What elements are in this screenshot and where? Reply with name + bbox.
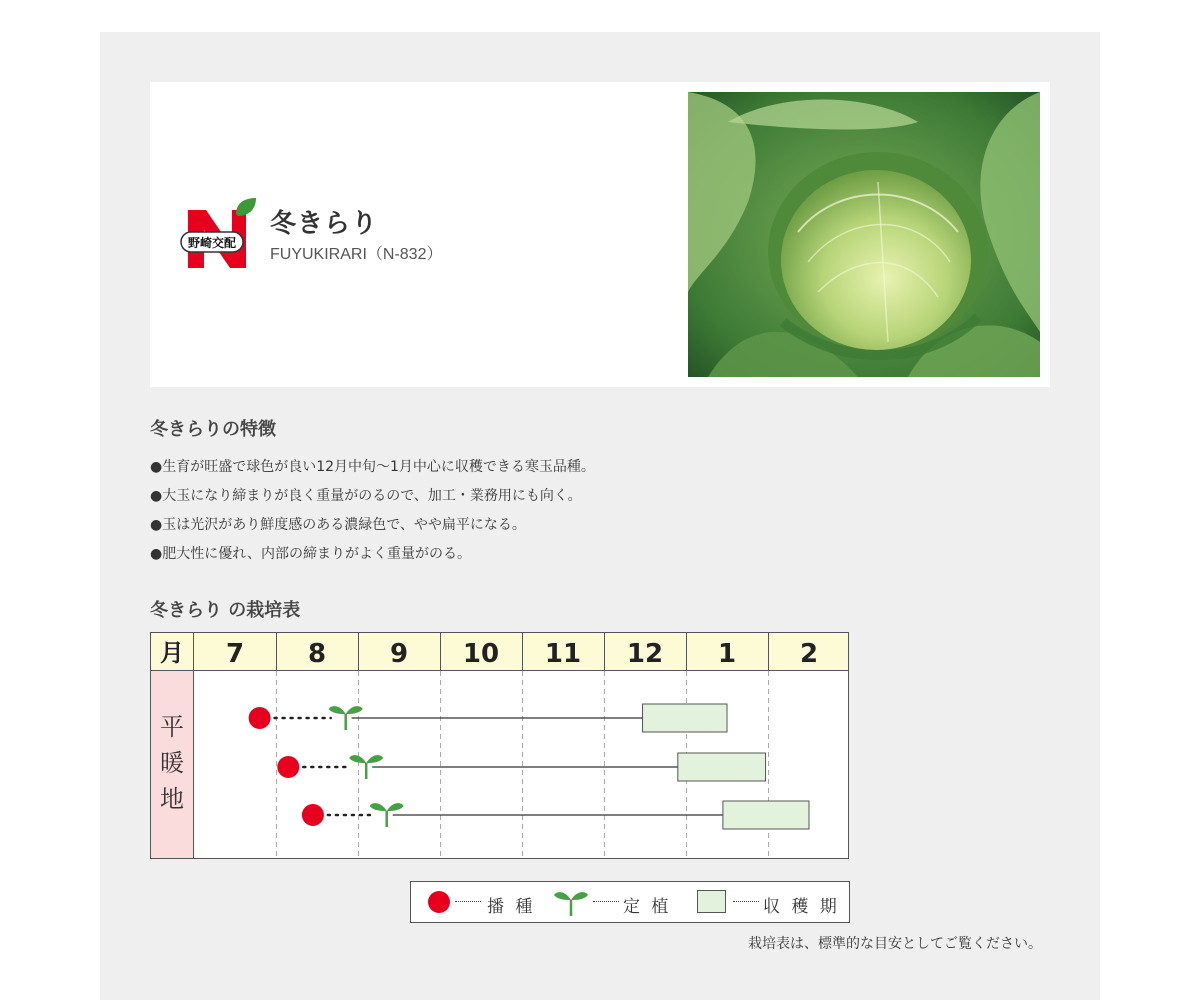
month-tick-label: 12 xyxy=(626,639,664,669)
month-header-bg xyxy=(151,633,848,670)
month-tick-label: 2 xyxy=(799,639,819,669)
feature-item: ●大玉になり締まりが良く重量がのるので、加工・業務用にも向く。 xyxy=(150,488,582,504)
month-label: 月 xyxy=(160,639,184,667)
sowing-legend-label: 播 種 xyxy=(487,897,536,917)
sprout-legend-icon xyxy=(553,886,589,918)
planting-legend-label: 定 植 xyxy=(623,897,672,917)
region-char: 平 xyxy=(160,713,184,741)
features-list xyxy=(150,456,595,572)
month-tick-label: 9 xyxy=(389,639,409,669)
month-tick-label: 7 xyxy=(225,639,245,669)
legend xyxy=(410,881,850,923)
nozaki-logo xyxy=(180,196,258,274)
region-char: 暖 xyxy=(160,749,184,777)
schedule-title: 冬きらり の栽培表 xyxy=(150,600,301,621)
features-title: 冬きらりの特徴 xyxy=(150,419,276,440)
feature-item: ●玉は光沢があり鮮度感のある濃緑色で、やや扁平になる。 xyxy=(150,517,526,533)
product-code: FUYUKIRARI（N-832） xyxy=(270,246,443,263)
month-tick-label: 10 xyxy=(462,639,500,669)
feature-item: ●生育が旺盛で球色が良い12月中旬〜1月中心に収穫できる寒玉品種。 xyxy=(150,459,595,475)
product-name: 冬きらり xyxy=(270,209,379,239)
harvest-legend-icon xyxy=(697,890,727,914)
brand-badge-text: 野崎交配 xyxy=(187,236,237,250)
region-label xyxy=(160,713,184,813)
sowing-legend-icon xyxy=(427,890,451,914)
harvest-bar xyxy=(723,801,809,829)
month-tick-label: 11 xyxy=(544,639,582,669)
harvest-bar xyxy=(678,753,766,781)
region-char: 地 xyxy=(160,785,184,813)
sowing-marker xyxy=(277,756,299,778)
sowing-marker xyxy=(249,707,271,729)
cabbage-photo xyxy=(688,92,1040,377)
month-tick-label: 1 xyxy=(717,639,737,669)
cultivation-chart xyxy=(150,632,850,860)
harvest-legend-label: 収 穫 期 xyxy=(763,897,840,917)
sowing-marker xyxy=(302,804,324,826)
month-tick-label: 8 xyxy=(307,639,327,669)
schedule-note: 栽培表は、標準的な目安としてご覧ください。 xyxy=(748,936,1042,952)
feature-item: ●肥大性に優れ、内部の締まりがよく重量がのる。 xyxy=(150,546,472,562)
harvest-bar xyxy=(643,704,727,732)
